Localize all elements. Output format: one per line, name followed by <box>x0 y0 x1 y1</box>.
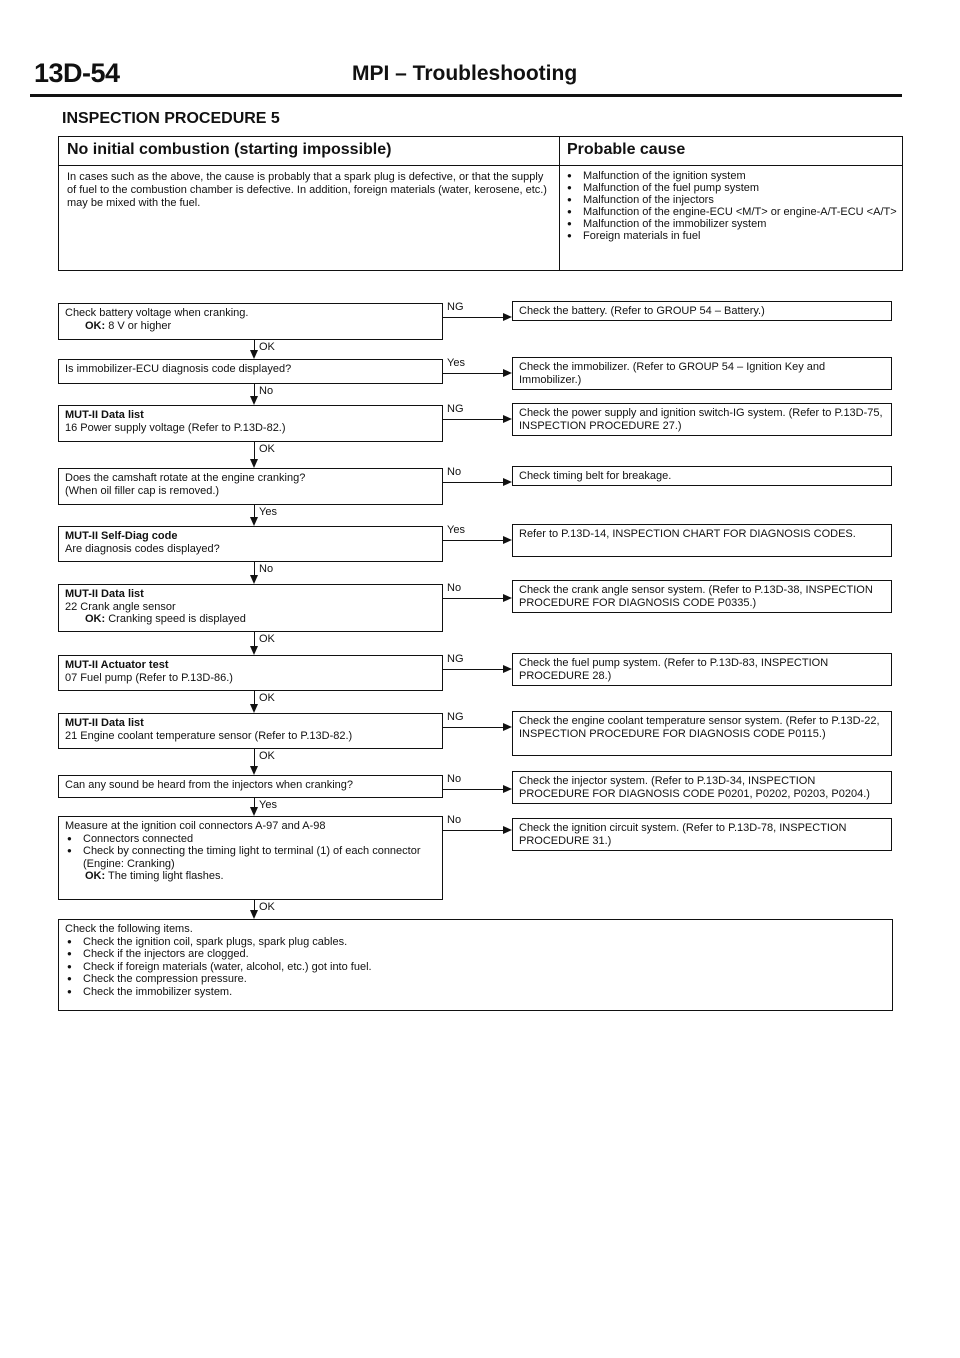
check-step-line <box>65 717 436 730</box>
symptom-description: In cases such as the above, the cause is probably that a spark plug is defective, or that the supply of fuel to the combustion chamber is defective. In addition, foreign materials (water, kerosene, etc.) may be mixed with the fuel. <box>67 171 547 209</box>
table-column-divider <box>559 137 560 270</box>
check-step-line: ● Connectors connected <box>65 833 436 846</box>
check-step-line: (When oil filler cap is removed.) <box>65 484 220 497</box>
flow-connector <box>254 340 255 350</box>
section-title: MPI – Troubleshooting <box>352 62 578 85</box>
flow-connector <box>254 900 255 910</box>
procedure-title: INSPECTION PROCEDURE 5 <box>62 110 280 127</box>
branch-connector <box>443 830 503 831</box>
final-check-item: ● Check if foreign materials (water, alcohol, etc.) got into fuel. <box>65 961 886 974</box>
flow-arrowhead <box>250 910 258 919</box>
check-step-line: OK: Cranking speed is displayed <box>85 613 246 625</box>
check-step-line: Is immobilizer-ECU diagnosis code displayed? <box>65 363 292 375</box>
result-text: Check the fuel pump system. (Refer to P.13D-83, INSPECTION PROCEDURE 28.) <box>519 657 829 682</box>
result-box <box>512 466 892 486</box>
cause-item: ● Malfunction of the fuel pump system <box>565 182 897 194</box>
flow-connector <box>254 798 255 807</box>
branch-connector <box>443 789 503 790</box>
branch-arrowhead <box>503 415 512 423</box>
final-check-item: ● Check the ignition coil, spark plugs, spark plug cables. <box>65 936 886 949</box>
check-step-line: 16 Power supply voltage (Refer to P.13D-82.) <box>65 421 286 434</box>
check-step-line <box>65 659 436 672</box>
result-box <box>512 653 892 686</box>
flow-label: No <box>259 563 274 575</box>
result-box <box>512 771 892 804</box>
check-step-box <box>58 303 443 340</box>
branch-label: NG <box>447 403 464 415</box>
result-text: Check the injector system. (Refer to P.13D-34, INSPECTION PROCEDURE FOR DIAGNOSIS CODE P0201, P0202, P0203, P0204.) <box>519 775 870 800</box>
result-box <box>512 357 892 390</box>
flow-arrowhead <box>250 646 258 655</box>
check-step-box <box>58 713 443 749</box>
branch-label: No <box>447 814 462 826</box>
result-text: Check the engine coolant temperature sensor system. (Refer to P.13D-22, INSPECTION PROCEDURE FOR DIAGNOSIS CODE P0115.) <box>519 715 880 740</box>
branch-connector <box>443 669 503 670</box>
ok-criteria-label: OK: <box>85 613 106 625</box>
cause-item: ● Malfunction of the injectors <box>565 194 897 206</box>
branch-arrowhead <box>503 369 512 377</box>
result-text: Check timing belt for breakage. <box>519 470 672 482</box>
check-step-line: Can any sound be heard from the injectors when cranking? <box>65 779 354 791</box>
flow-label: OK <box>259 633 275 645</box>
cause-header: Probable cause <box>567 141 686 158</box>
check-step-box <box>58 359 443 384</box>
flow-arrowhead <box>250 575 258 584</box>
result-text: Check the battery. (Refer to GROUP 54 – Battery.) <box>519 305 765 317</box>
branch-connector <box>443 727 503 728</box>
ok-criteria-label: OK: <box>85 870 106 882</box>
branch-arrowhead <box>503 313 512 321</box>
flow-connector <box>254 562 255 575</box>
flow-arrowhead <box>250 704 258 713</box>
check-step-box <box>58 775 443 798</box>
check-step-box <box>58 655 443 691</box>
symptom-table <box>58 136 903 271</box>
flow-label: OK <box>259 341 275 353</box>
branch-arrowhead <box>503 785 512 793</box>
check-step-line: Check battery voltage when cranking. <box>65 307 249 319</box>
tool-label: MUT-II Data list <box>65 409 144 421</box>
check-step-box <box>58 816 443 900</box>
flow-arrowhead <box>250 350 258 359</box>
result-box <box>512 580 892 613</box>
check-step-line <box>65 588 436 601</box>
branch-connector <box>443 419 503 420</box>
flow-label: OK <box>259 443 275 455</box>
branch-label: No <box>447 466 462 478</box>
check-step-line: Measure at the ignition coil connectors A-97 and A-98 <box>65 820 326 832</box>
branch-label: NG <box>447 653 464 665</box>
branch-connector <box>443 598 503 599</box>
flow-label: OK <box>259 750 275 762</box>
tool-label: MUT-II Data list <box>65 588 144 600</box>
branch-label: NG <box>447 711 464 723</box>
check-step-box <box>58 526 443 562</box>
flow-connector <box>254 442 255 459</box>
branch-arrowhead <box>503 478 512 486</box>
flow-connector <box>254 691 255 704</box>
branch-arrowhead <box>503 536 512 544</box>
result-text: Check the immobilizer. (Refer to GROUP 54 – Ignition Key and Immobilizer.) <box>519 361 826 386</box>
result-text: Check the ignition circuit system. (Refer to P.13D-78, INSPECTION PROCEDURE 31.) <box>519 822 847 847</box>
flow-label: OK <box>259 901 275 913</box>
branch-label: Yes <box>447 524 465 536</box>
flow-connector <box>254 384 255 396</box>
flow-arrowhead <box>250 396 258 405</box>
branch-label: No <box>447 582 462 594</box>
flow-connector <box>254 632 255 646</box>
tool-label: MUT-II Actuator test <box>65 659 169 671</box>
check-step-box <box>58 468 443 505</box>
flow-arrowhead <box>250 766 258 775</box>
result-text: Check the crank angle sensor system. (Refer to P.13D-38, INSPECTION PROCEDURE FOR DIAGNOSIS CODE P0335.) <box>519 584 873 609</box>
final-check-title: Check the following items. <box>65 923 193 935</box>
check-step-line: 21 Engine coolant temperature sensor (Refer to P.13D-82.) <box>65 729 353 742</box>
check-step-box <box>58 584 443 632</box>
check-step-box <box>58 405 443 442</box>
branch-connector <box>443 373 503 374</box>
tool-label: MUT-II Self-Diag code <box>65 530 178 542</box>
cause-item: ● Malfunction of the ignition system <box>565 170 897 182</box>
table-header-divider <box>59 165 902 166</box>
branch-label: No <box>447 773 462 785</box>
check-step-line: OK: The timing light flashes. <box>85 870 224 882</box>
final-check-box <box>58 919 893 1011</box>
flow-arrowhead <box>250 459 258 468</box>
check-step-line: Are diagnosis codes displayed? <box>65 542 220 555</box>
flow-connector <box>254 505 255 517</box>
branch-arrowhead <box>503 594 512 602</box>
final-check-item: ● Check if the injectors are clogged. <box>65 948 886 961</box>
branch-connector <box>443 317 503 318</box>
result-box <box>512 818 892 851</box>
result-box <box>512 711 892 756</box>
branch-arrowhead <box>503 665 512 673</box>
branch-arrowhead <box>503 826 512 834</box>
result-box <box>512 301 892 321</box>
check-step-line: 22 Crank angle sensor <box>65 600 176 613</box>
tool-label: MUT-II Data list <box>65 717 144 729</box>
check-step-line: Does the camshaft rotate at the engine cranking? <box>65 472 306 484</box>
final-check-item: ● Check the immobilizer system. <box>65 986 886 999</box>
cause-item: ● Malfunction of the engine-ECU <M/T> or engine-A/T-ECU <A/T> <box>565 206 897 218</box>
branch-connector <box>443 540 503 541</box>
flow-connector <box>254 749 255 766</box>
check-step-line: 07 Fuel pump (Refer to P.13D-86.) <box>65 671 233 684</box>
final-check-item: ● Check the compression pressure. <box>65 973 886 986</box>
check-step-line <box>65 530 436 543</box>
check-step-line <box>65 409 436 422</box>
result-box <box>512 403 892 436</box>
check-step-line: OK: 8 V or higher <box>85 319 172 332</box>
flow-label: Yes <box>259 506 277 518</box>
probable-cause-list <box>565 170 897 242</box>
flow-label: OK <box>259 692 275 704</box>
flow-arrowhead <box>250 807 258 816</box>
branch-label: NG <box>447 301 464 313</box>
symptom-header: No initial combustion (starting impossible) <box>67 141 392 158</box>
result-text: Check the power supply and ignition switch-IG system. (Refer to P.13D-75, INSPECTION PROCEDURE 27.) <box>519 407 883 432</box>
flow-label: No <box>259 385 274 397</box>
cause-item: ● Malfunction of the immobilizer system <box>565 218 897 230</box>
branch-arrowhead <box>503 723 512 731</box>
flow-arrowhead <box>250 517 258 526</box>
header-rule <box>30 94 902 97</box>
result-text: Refer to P.13D-14, INSPECTION CHART FOR DIAGNOSIS CODES. <box>519 528 856 540</box>
branch-connector <box>443 482 503 483</box>
page-number: 13D-54 <box>34 58 120 88</box>
result-box <box>512 524 892 557</box>
branch-label: Yes <box>447 357 465 369</box>
ok-criteria-label: OK: <box>85 319 106 332</box>
cause-item: ● Foreign materials in fuel <box>565 230 897 242</box>
flow-label: Yes <box>259 799 277 811</box>
check-step-line: ● Check by connecting the timing light to terminal (1) of each connector (Engine: Cranking) <box>65 845 436 870</box>
